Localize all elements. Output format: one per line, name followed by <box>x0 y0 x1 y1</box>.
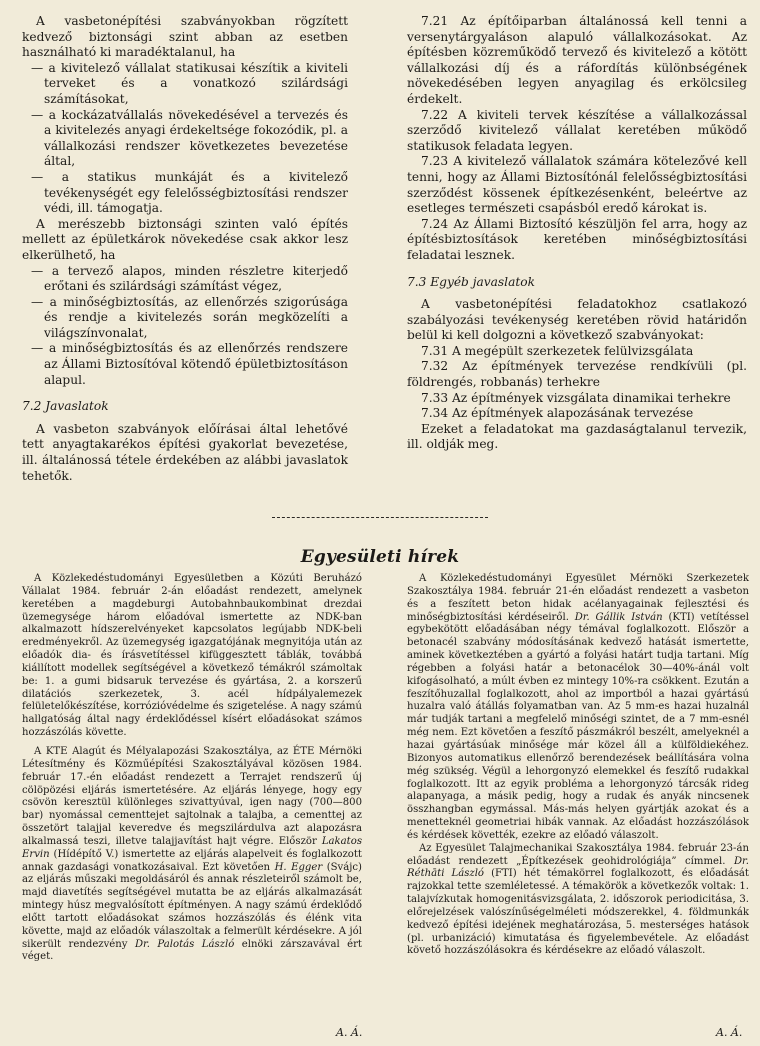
list-item: 7.32 Az építmények tervezése rendkívüli (pl. földrengés, robbanás) terhekre <box>407 359 747 390</box>
news-left-column <box>22 573 362 964</box>
list-item: — a kivitelező vállalat statikusai készítik a kiviteli terveket és a vonatkozó szilárdsági számításokat, <box>31 60 348 106</box>
list-item: 7.33 Az építmények vizsgálata dinamikai terhekre <box>421 390 731 405</box>
news-left-para1: A Közlekedéstudományi Egyesületben a Közúti Beruházó Vállalat 1984. február 2-án előadást rendezett, amelynek keretében a magdeburgi Autobahnbaukombinat drezdai üzemegysége három előadóval ismertette az NDK-ban alkalmazott hídszerelvényeket kapcsolatos legújabb NDK-beli eredményekről. Az üzemegység igazgatójának megnyitója után az előadók dia- és írásvetítéssel kifüggesztett táblák, továbbá kiállított modellek segítségével a következő témákról számoltak be: 1. a gumi bidsaruk tervezése és gyártása, 2. a korszerű dilatációs szerkezetek, 3. acél hídpályalemezek felületelőkészítése, korrózióvédelme és szigetelése. A nagy számú hallgatóság által nagy érdeklődéssel kísért előadásokat számos hozzászólás követte. <box>22 573 362 739</box>
left-para2: A merészebb biztonsági szinten való építés mellett az épületkárok növekedése csak akkor lesz elkerülhető, ha <box>22 216 348 262</box>
para-7-24: 7.24 Az Állami Biztosító készüljön fel arra, hogy az építésbiztosítások keretében minőségbiztosítási feladatai lesznek. <box>407 216 747 262</box>
person-name: H. Egger <box>274 861 323 873</box>
list-item: 7.34 Az építmények alapozásának tervezése <box>421 406 694 421</box>
person-name: Dr. Réthāti László <box>407 855 749 880</box>
news-right-column <box>407 573 749 958</box>
left-para3: A vasbeton szabványok előírásai által lehetővé tett anyagtakarékos építési gyakorlat bevezetése, ill. általánossá tétele érdekében az alábbi javaslatok tehetők. <box>22 421 348 483</box>
left-column <box>22 14 348 484</box>
signature-left: A. Á. <box>336 1026 363 1039</box>
list-item: — a statikus munkáját és a kivitelező tevékenységét egy felelősségbiztosítási rendszer védi, ill. támogatja. <box>31 169 348 216</box>
section-title: Egyesületi hírek <box>300 547 460 567</box>
right-closing: Ezeket a feladatokat ma gazdaságtalanul tervezik, ill. oldják meg. <box>407 421 747 452</box>
section-heading-7-2: 7.2 Javaslatok <box>22 399 109 414</box>
right-column <box>407 14 747 453</box>
signature-right: A. Á. <box>716 1026 743 1039</box>
person-name: Dr. Palotás László <box>134 938 235 950</box>
news-right-para2: Az Egyesület Talajmechanikai Szakosztálya 1984. február 23-án előadást rendezett „Építkezések geohidrológiája” címmel. Dr. Réthāti László (FTI) hét témakörrel foglalkozott, és előadását rajzokkal tette szemléletessé. A témakörök a következők voltak: 1. talajvízkutak homogenitásvizsgálata, 2. időszorok periodicitása, 3. előrejelzések valószínűségelméleti módszerekkel, 4. földmunkák kedvező építési idejének meghatározása, 5. mesterséges hatások (pl. urbanizáció) kimutatása és figyelembevétele. Az előadást követő hozzászólásokra és kérdésekre az előadó válaszolt. <box>407 842 749 957</box>
person-name: Dr. Gállik István <box>574 611 663 623</box>
list-item: — a tervező alapos, minden részletre kiterjedő erőtani és szilárdsági számítást végez, <box>31 263 348 294</box>
list-item: — a minőségbiztosítás és az ellenőrzés rendszere az Állami Biztosítóval kötendő épületbiztosításon alapul. <box>31 341 348 387</box>
para-7-22: 7.22 A kiviteli tervek készítése a vállalkozással szerződő kivitelező vállalat keretében működő statikusok feladata legyen. <box>407 107 747 153</box>
person-name: Lakatos Ervin <box>22 835 362 860</box>
news-right-para1: A Közlekedéstudományi Egyesület Mérnöki Szerkezetek Szakosztálya 1984. február 21-én előadást rendezett a vasbeton és a feszített beton hidak acélanyagainak fejlesztési és minőségbiztosítási kérdéseiről. Dr. Gállik István (KTI) vetítéssel egybekötött előadásában négy témával foglalkozott. Először a betonacél szabvány módosításának kedvező hatását ismertette, aminek következtében a gyártó a folyási határt tudja tartani. Míg régebben a folyási határ a betonacélok 30—40%-ánál volt kifogásolható, a múlt évben ez mintegy 10%-ra csökkent. Ezután a feszítőhuzallal foglalkozott, ahol az importból a hazai gyártású huzalra való átállás folyamatban van. Az 5 mm-es hazai huzalnál már tudják tartani a megfelelő minőségi szintet, de a 7 mm-esnél még nem. Ezt követően a feszítő pászmákról beszélt, amelyeknél a hazai gyártásúak minősége már közel áll a külföldiekéhez. Bizonyos automatikus ellenőrző berendezések beállítására volna még szükség. Végül a lehorgonyzó elemekkel és feszítő rudakkal foglalkozott. Itt az egyik probléma a lehorgonyzó tárcsák rideg alapanyaga, a másik pedig, hogy a rudak és anyák nincsenek összhangban egymással. Más-más helyen gyártják azokat és a menetteknél geometriai hibák vannak. Az előadást hozzászólások és kérdések követték, ezekre az előadó válaszolt. <box>407 573 749 841</box>
para-7-21: 7.21 Az építőiparban általánossá kell tenni a versenytárgyaláson alapuló vállalkozásokat. Az építésben közreműködő tervező és kivitelező a kötött vállalkozási díj és a ráfordítás különbségének növekedésében legyen anyagilag és erkölcsileg érdekelt. <box>407 14 747 106</box>
list-item: — a kockázatvállalás növekedésével a tervezés és a kivitelezés anyagi érdekeltsége fokozódik, pl. a vállalkozási rendszer következetes bevezetése által, <box>31 107 348 169</box>
left-intro: A vasbetonépítési szabványokban rögzített kedvező biztonsági szint abban az esetben használható ki maradéktalanul, ha <box>22 14 348 60</box>
news-left-para2: A KTE Alagút és Mélyalapozási Szakosztálya, az ÉTE Mérnöki Létesítmény és Közműépítési Szakosztályával közösen 1984. február 17.-én előadást rendezett a Terrajet rendszerű új cölöpözési eljárás ismertetésére. Az eljárás lényege, hogy egy csövön keresztül különleges szivattyúval, igen nagy (700—800 bar) nyomással cementtejet sajtolnak a talajba, a cementtej az összetört talajjal keveredve és megszilárdulva azt alapozásra alkalmassá teszi, illetve talajjavítást hajt végre. Először Lakatos Ervin (Hídépítő V.) ismertette az eljárás alapelveit és foglalkozott annak gazdasági vonatkozásaival. Ezt követően H. Egger (Svájc) az eljárás műszaki megoldásáról és annak részleteiről számolt be, majd diavetítés segítségével mutatta be az eljárás alkalmazását mintegy húsz megvalósított építményen. A nagy számú érdeklődő előtt tartott előadásokat számos hozzászólás és élénk vita követte, majd az előadók válaszoltak a felmerült kérdésekre. A jól sikerült rendezvény Dr. Palotás László elnöki zárszavával ért véget. <box>22 745 362 963</box>
section-heading-7-3: 7.3 Egyéb javaslatok <box>407 274 535 289</box>
para-7-23: 7.23 A kivitelező vállalatok számára kötelezővé kell tenni, hogy az Állami Biztosítónál felelősségbiztosítási szerződést kössenek építkezésenként, beleértve az esetleges természeti csapásból eredő károkat is. <box>407 154 747 216</box>
right-intro: A vasbetonépítési feladatokhoz csatlakozó szabályozási tevékenység keretében rövid határidőn belül ki kell dolgozni a következő szabványokat: <box>407 297 747 343</box>
list-item: — a minőségbiztosítás, az ellenőrzés szigorúsága és rendje a kivitelezés során megközelíti a világszínvonalat, <box>31 294 348 340</box>
list-item: 7.31 A megépült szerkezetek felülvizsgálata <box>421 343 694 358</box>
section-divider <box>272 517 488 518</box>
